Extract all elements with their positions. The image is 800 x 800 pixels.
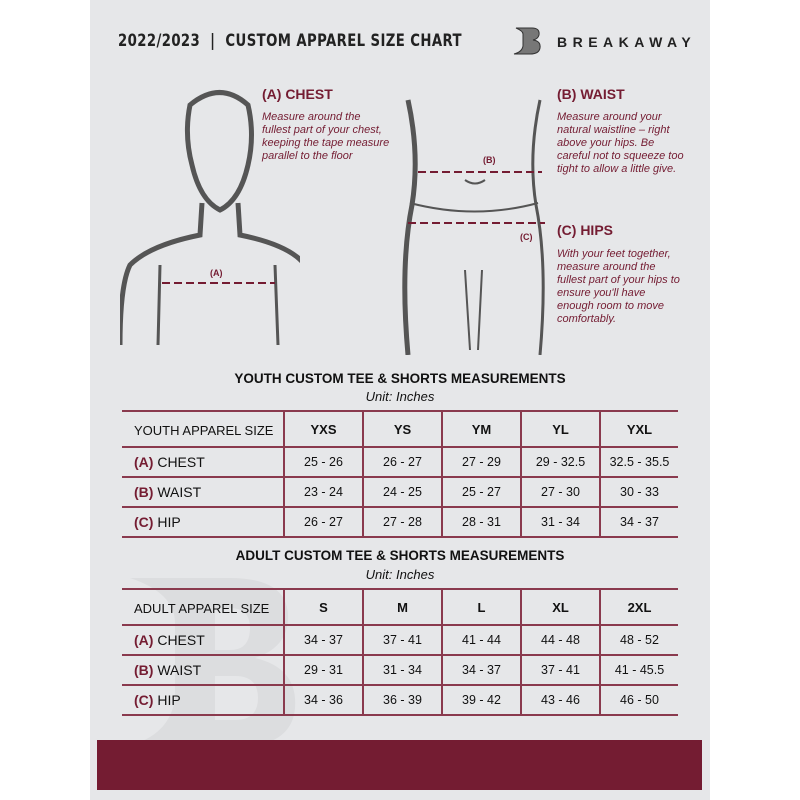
adult-size-table [122,588,678,716]
measurement-name: CHEST [157,632,205,648]
measurement-value: 27 - 29 [442,447,521,477]
table-row [122,507,678,537]
measurement-value: 24 - 25 [363,477,442,507]
column-header: YOUTH APPAREL SIZE [122,411,284,447]
column-header: YXL [600,411,678,447]
measurement-value: 27 - 30 [521,477,600,507]
measurement-value: 31 - 34 [363,655,442,685]
waist-hips-figure-illustration [400,95,550,355]
table-row [122,447,678,477]
measurement-value: 37 - 41 [363,625,442,655]
measurement-prefix: (A) [134,632,154,648]
table-row [122,655,678,685]
measurement-value: 34 - 37 [442,655,521,685]
measurement-value: 34 - 37 [284,625,363,655]
measurement-prefix: (B) [134,662,154,678]
measurement-value: 23 - 24 [284,477,363,507]
measurement-value: 41 - 44 [442,625,521,655]
chest-tag: (A) [210,268,223,278]
measurement-prefix: (B) [134,484,154,500]
measurement-value: 29 - 31 [284,655,363,685]
chest-heading: (A) CHEST [262,86,333,102]
column-header: YM [442,411,521,447]
measurement-name: CHEST [157,454,205,470]
breakaway-logo-icon [512,24,544,56]
page-title: 2022/2023 | CUSTOM APPAREL SIZE CHART [118,31,462,51]
table-header-row [122,411,678,447]
youth-section-title: YOUTH CUSTOM TEE & SHORTS MEASUREMENTS [234,371,566,386]
column-header: YL [521,411,600,447]
measurement-value: 37 - 41 [521,655,600,685]
measurement-value: 26 - 27 [363,447,442,477]
measurement-value: 41 - 45.5 [600,655,678,685]
measurement-value: 27 - 28 [363,507,442,537]
measurement-name: WAIST [157,484,202,500]
measurement-value: 29 - 32.5 [521,447,600,477]
adult-section-title: ADULT CUSTOM TEE & SHORTS MEASUREMENTS [235,548,565,563]
measurement-label [122,625,284,655]
measurement-prefix: (A) [134,454,154,470]
waist-tag: (B) [483,155,496,165]
column-header: XL [521,589,600,625]
table-header-row [122,589,678,625]
measurement-value: 43 - 46 [521,685,600,715]
measurement-label [122,507,284,537]
measurement-value: 34 - 36 [284,685,363,715]
column-header: YXS [284,411,363,447]
measurement-value: 31 - 34 [521,507,600,537]
adult-unit: Unit: Inches [365,567,435,582]
measurement-value: 46 - 50 [600,685,678,715]
hips-tag: (C) [520,232,533,242]
measurement-value: 28 - 31 [442,507,521,537]
hips-heading: (C) HIPS [557,222,613,238]
chest-description: Measure around the fullest part of your chest, keeping the tape measure parallel to the floor [262,111,390,162]
measurement-value: 25 - 26 [284,447,363,477]
measurement-name: HIP [157,514,181,530]
measurement-value: 32.5 - 35.5 [600,447,678,477]
measurement-prefix: (C) [134,692,154,708]
measurement-value: 30 - 33 [600,477,678,507]
waist-description: Measure around your natural waistline – right above your hips. Be careful not to squeeze too tight to allow a little give. [557,111,684,175]
measurement-label [122,655,284,685]
measurement-value: 39 - 42 [442,685,521,715]
measurement-value: 48 - 52 [600,625,678,655]
column-header: 2XL [600,589,678,625]
youth-unit: Unit: Inches [365,389,435,404]
column-header: S [284,589,363,625]
column-header: L [442,589,521,625]
measurement-label [122,685,284,715]
measurement-prefix: (C) [134,514,154,530]
waist-heading: (B) WAIST [557,86,625,102]
measurement-value: 44 - 48 [521,625,600,655]
measurement-value: 26 - 27 [284,507,363,537]
hips-description: With your feet together, measure around the fullest part of your hips to ensure you'll have enough room to move comfortably. [557,248,680,325]
measurement-value: 36 - 39 [363,685,442,715]
table-row [122,477,678,507]
column-header: YS [363,411,442,447]
column-header: ADULT APPAREL SIZE [122,589,284,625]
column-header: M [363,589,442,625]
table-row [122,685,678,715]
measurement-value: 34 - 37 [600,507,678,537]
footer-band [97,740,702,790]
measurement-name: WAIST [157,662,202,678]
youth-size-table [122,410,678,538]
measurement-label [122,477,284,507]
measurement-name: HIP [157,692,181,708]
measurement-value: 25 - 27 [442,477,521,507]
brand-name: BREAKAWAY [557,34,697,50]
table-row [122,625,678,655]
measurement-label [122,447,284,477]
